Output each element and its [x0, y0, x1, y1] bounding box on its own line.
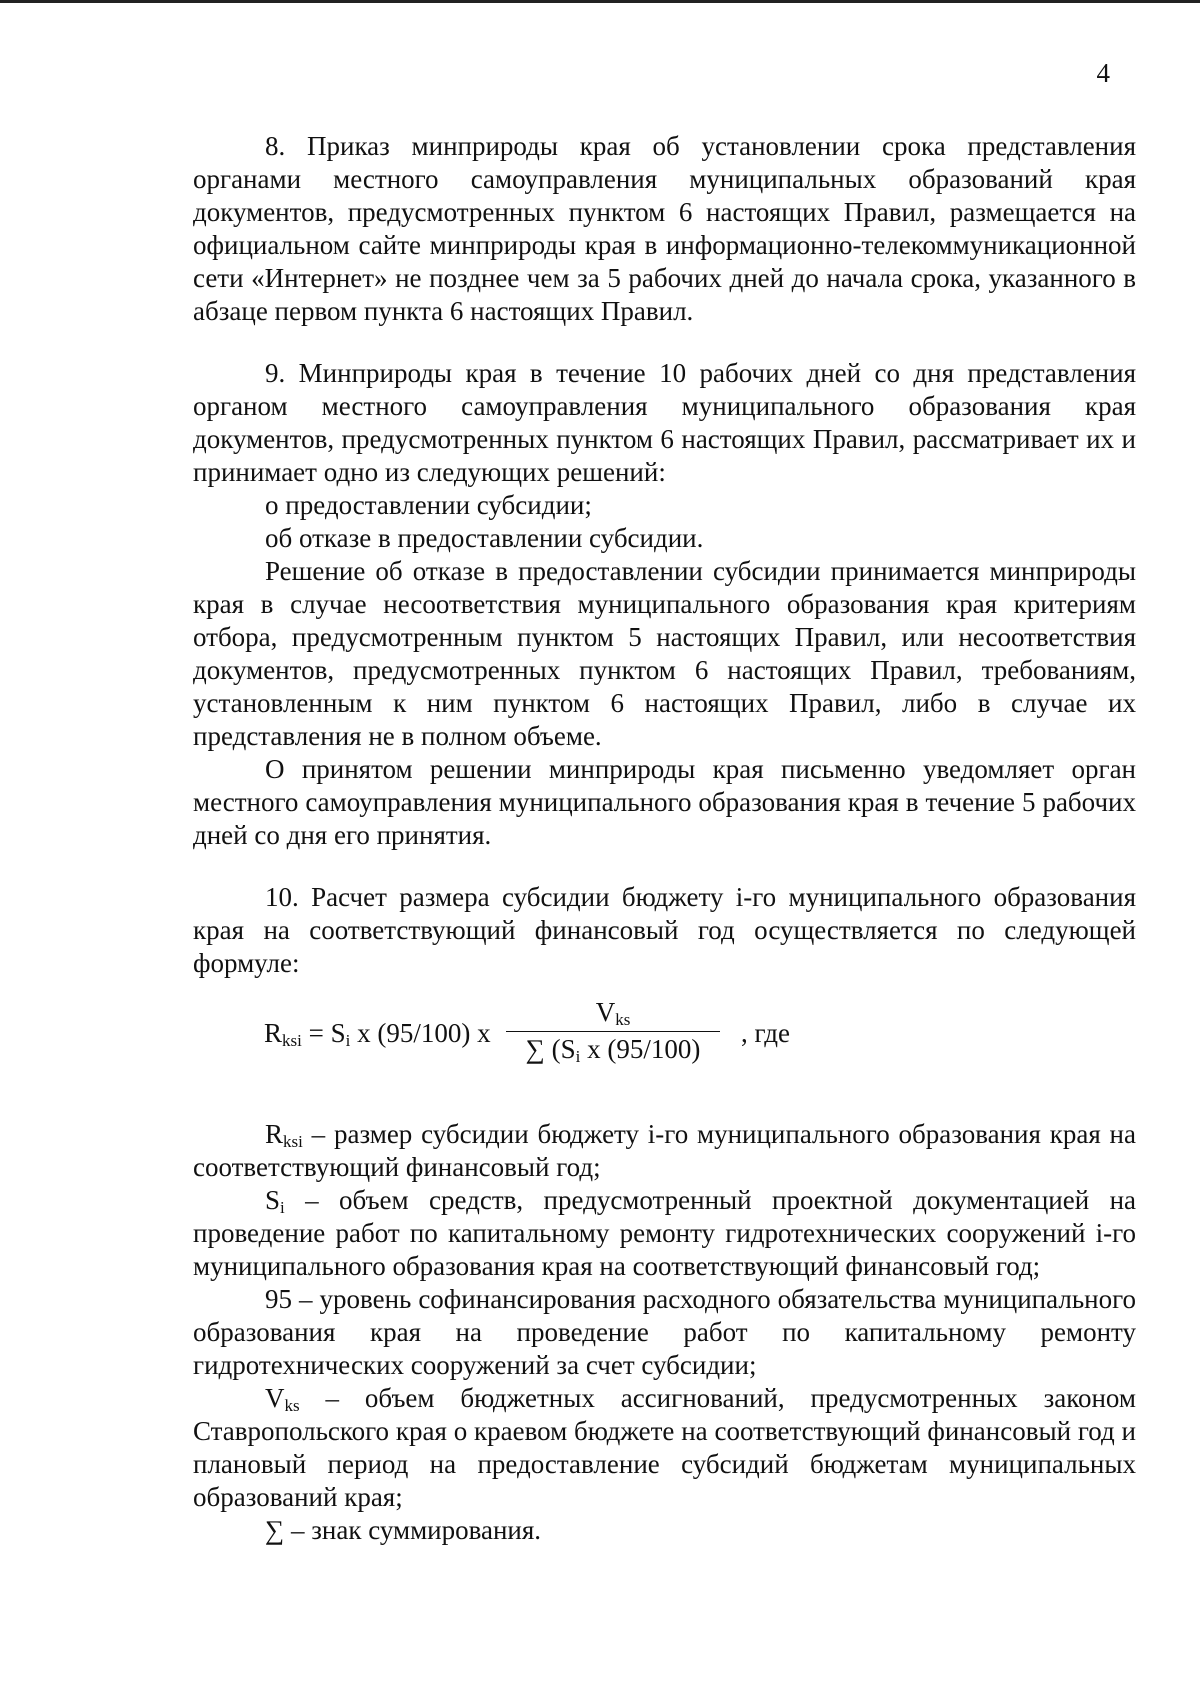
- paragraph-9-intro: 9. Минприроды края в течение 10 рабочих дней со дня представления органом местного самоуправления муниципального образования края документов, предусмотренных пунктом 6 настоящих Правил, рассматривает их и принимает одно из следующих решений:: [193, 358, 1136, 487]
- formula-where: , где: [741, 1018, 790, 1048]
- page-number: 4: [1096, 58, 1110, 88]
- paragraph-8: 8. Приказ минприроды края об установлении срока представления органами местного самоуправления муниципальных образований края документов, предусмотренных пунктом 6 настоящих Правил, размещается на официальном сайте минприроды края в информационно-телекоммуникационной сети «Интернет» не позднее чем за 5 рабочих дней до начала срока, указанного в абзаце первом пункта 6 настоящих Правил.: [193, 131, 1136, 326]
- paragraph-9-option-refuse: об отказе в предоставлении субсидии.: [265, 523, 704, 553]
- subsidy-formula: [193, 996, 1136, 1091]
- paragraph-10: 10. Расчет размера субсидии бюджету i-го муниципального образования края на соответствующий финансовый год осуществляется по следующей формуле:: [193, 882, 1136, 978]
- paragraph-9-notification: О принятом решении минприроды края письменно уведомляет орган местного самоуправления муниципального образования края в течение 5 рабочих дней со дня его принятия.: [193, 754, 1136, 850]
- definition-sum: ∑ – знак суммирования.: [265, 1515, 542, 1545]
- paragraph-9-refusal-grounds: Решение об отказе в предоставлении субсидии принимается минприроды края в случае несоответствия муниципального образования края критериям отбора, предусмотренным пунктом 5 настоящих Правил, или несоответствия документов, предусмотренных пунктом 6 настоящих Правил, требованиям, установленным к ним пунктом 6 настоящих Правил, либо в случае их представления не в полном объеме.: [193, 556, 1136, 751]
- formula-fraction: [506, 996, 720, 1066]
- paragraph-9-option-grant: о предоставлении субсидии;: [265, 490, 592, 520]
- fraction-bar: [506, 1031, 720, 1032]
- definition-95: 95 – уровень софинансирования расходного обязательства муниципального образования края на проведение работ по капитальному ремонту гидротехнических сооружений за счет субсидии;: [193, 1284, 1136, 1380]
- top-border: [0, 0, 1200, 3]
- document-body: [193, 130, 1136, 1547]
- definition-s: $S_i$ – объем средств, предусмотренный проектной документацией на проведение работ по капитальному ремонту гидротехнических сооружений i-го муниципального образования края на соответствующий финансовый год;: [193, 1185, 1136, 1281]
- formula-left-side: $R_{ksi} = S_i$ x (95/100) x: [264, 1018, 491, 1050]
- formula-numerator: $V_{ks}$: [595, 997, 631, 1029]
- definition-r: $R_{ksi}$ – размер субсидии бюджету i-го муниципального образования края на соответствующий финансовый год;: [193, 1119, 1136, 1182]
- formula-denominator: ∑ ($S_i$ x (95/100): [525, 1034, 701, 1066]
- definition-v: $V_{ks}$ – объем бюджетных ассигнований, предусмотренных законом Ставропольского края о краевом бюджете на соответствующий финансовый год и плановый период на предоставление субсидий бюджетам муниципальных образований края;: [193, 1383, 1136, 1512]
